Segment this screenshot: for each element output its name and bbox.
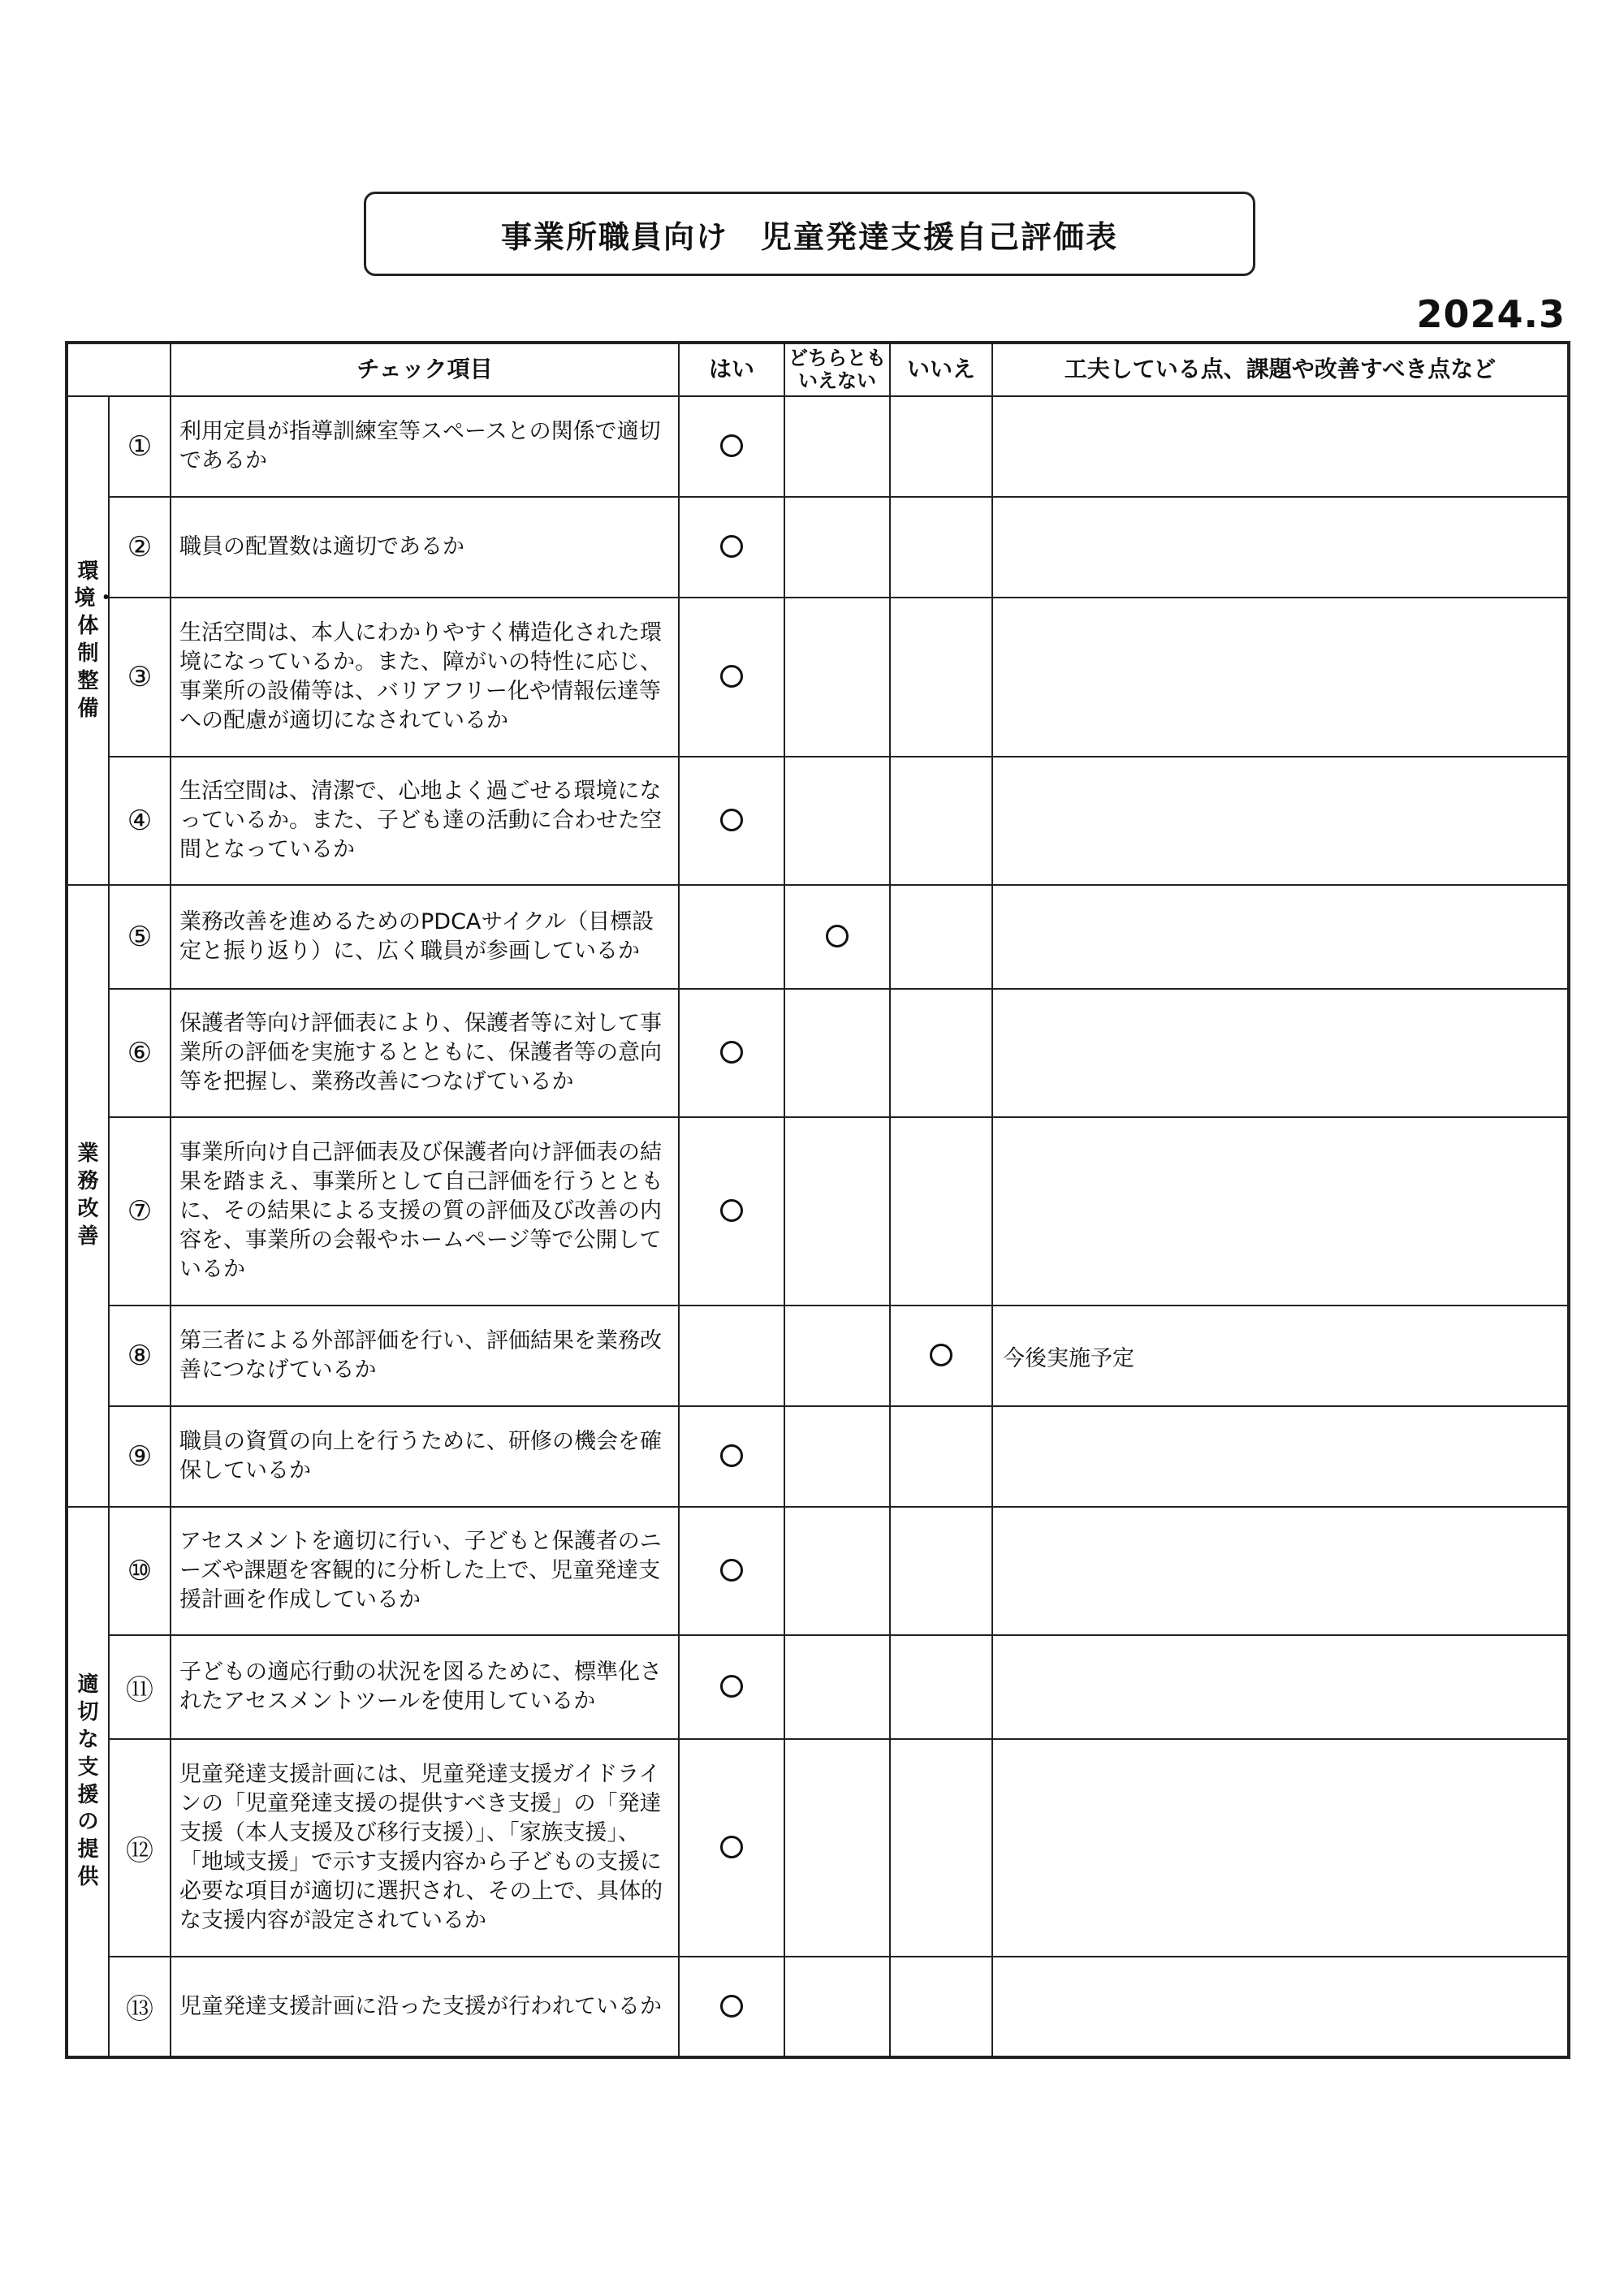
answer-yes-cell	[679, 1117, 784, 1306]
circle-mark-icon	[720, 1675, 743, 1698]
note-cell	[992, 1507, 1569, 1635]
answer-neither-cell	[784, 1739, 890, 1957]
item-number: ⑩	[109, 1507, 171, 1635]
check-item-text: 利用定員が指導訓練室等スペースとの関係で適切であるか	[171, 396, 679, 497]
answer-neither-cell	[784, 1117, 890, 1306]
answer-yes-cell	[679, 885, 784, 989]
section-label-cell	[67, 1507, 109, 2057]
answer-neither-cell	[784, 1957, 890, 2057]
item-number: ⑫	[109, 1739, 171, 1957]
item-number: ⑦	[109, 1117, 171, 1306]
check-item-text: 生活空間は、清潔で、心地よく過ごせる環境になっているか。また、子ども達の活動に合わせた空間となっているか	[171, 757, 679, 885]
table-row	[67, 1117, 1569, 1306]
note-cell	[992, 1635, 1569, 1739]
note-cell	[992, 396, 1569, 497]
answer-yes-cell	[679, 1635, 784, 1739]
answer-no-cell	[890, 1739, 992, 1957]
check-item-text: 職員の配置数は適切であるか	[171, 497, 679, 598]
header-notes: 工夫している点、課題や改善すべき点など	[992, 343, 1569, 396]
answer-yes-cell	[679, 396, 784, 497]
table-row	[67, 1507, 1569, 1635]
item-number: ⑥	[109, 989, 171, 1117]
circle-mark-icon	[720, 535, 743, 558]
circle-mark-icon	[720, 434, 743, 457]
note-cell	[992, 1117, 1569, 1306]
note-cell	[992, 757, 1569, 885]
circle-mark-icon	[720, 1995, 743, 2018]
table-row	[67, 598, 1569, 757]
header-neither: どちらとも いえない	[784, 343, 890, 396]
table-row	[67, 396, 1569, 497]
table-row	[67, 497, 1569, 598]
section-label: 適切な支援の提供	[77, 1672, 99, 1889]
table-row	[67, 757, 1569, 885]
answer-neither-cell	[784, 497, 890, 598]
check-item-text: 事業所向け自己評価表及び保護者向け評価表の結果を踏まえ、事業所として自己評価を行うとともに、その結果による支援の質の評価及び改善の内容を、事業所の会報やホームページ等で公開しているか	[171, 1117, 679, 1306]
answer-no-cell	[890, 497, 992, 598]
table-body	[67, 396, 1569, 2057]
table-row	[67, 989, 1569, 1117]
section-label: 環境・体制整備	[74, 559, 117, 721]
header-row	[67, 343, 1569, 396]
note-cell	[992, 497, 1569, 598]
answer-neither-cell	[784, 1635, 890, 1739]
answer-no-cell	[890, 1306, 992, 1406]
answer-no-cell	[890, 989, 992, 1117]
answer-neither-cell	[784, 989, 890, 1117]
table-row	[67, 1635, 1569, 1739]
check-item-text: 児童発達支援計画に沿った支援が行われているか	[171, 1957, 679, 2057]
answer-neither-cell	[784, 396, 890, 497]
note-cell	[992, 598, 1569, 757]
item-number: ⑧	[109, 1306, 171, 1406]
check-item-text: 生活空間は、本人にわかりやすく構造化された環境になっているか。また、障がいの特性に応じ、事業所の設備等は、バリアフリー化や情報伝達等への配慮が適切になされているか	[171, 598, 679, 757]
item-number: ③	[109, 598, 171, 757]
circle-mark-icon	[720, 665, 743, 688]
note-cell	[992, 1406, 1569, 1507]
header-item: チェック項目	[171, 343, 679, 396]
answer-no-cell	[890, 1406, 992, 1507]
answer-no-cell	[890, 1957, 992, 2057]
check-item-text: 業務改善を進めるためのPDCAサイクル（目標設定と振り返り）に、広く職員が参画しているか	[171, 885, 679, 989]
check-item-text: 子どもの適応行動の状況を図るために、標準化されたアセスメントツールを使用しているか	[171, 1635, 679, 1739]
circle-mark-icon	[720, 1559, 743, 1582]
answer-neither-cell	[784, 757, 890, 885]
circle-mark-icon	[720, 1444, 743, 1467]
header-yes: はい	[679, 343, 784, 396]
answer-no-cell	[890, 598, 992, 757]
answer-neither-cell	[784, 885, 890, 989]
note-cell	[992, 1957, 1569, 2057]
date-label: 2024.3	[1416, 292, 1566, 336]
note-cell	[992, 1739, 1569, 1957]
check-item-text: アセスメントを適切に行い、子どもと保護者のニーズや課題を客観的に分析した上で、児童発達支援計画を作成しているか	[171, 1507, 679, 1635]
answer-no-cell	[890, 1635, 992, 1739]
answer-no-cell	[890, 1117, 992, 1306]
header-blank	[67, 343, 171, 396]
answer-neither-cell	[784, 598, 890, 757]
answer-yes-cell	[679, 1957, 784, 2057]
answer-no-cell	[890, 757, 992, 885]
table-row	[67, 1739, 1569, 1957]
item-number: ⑬	[109, 1957, 171, 2057]
item-number: ⑤	[109, 885, 171, 989]
answer-yes-cell	[679, 1306, 784, 1406]
answer-no-cell	[890, 1507, 992, 1635]
item-number: ⑪	[109, 1635, 171, 1739]
note-cell: 今後実施予定	[992, 1306, 1569, 1406]
answer-neither-cell	[784, 1306, 890, 1406]
answer-no-cell	[890, 396, 992, 497]
note-cell	[992, 989, 1569, 1117]
section-label-cell	[67, 885, 109, 1507]
table-row	[67, 1306, 1569, 1406]
circle-mark-icon	[720, 1199, 743, 1222]
evaluation-table	[65, 341, 1570, 2059]
check-item-text: 第三者による外部評価を行い、評価結果を業務改善につなげているか	[171, 1306, 679, 1406]
answer-yes-cell	[679, 598, 784, 757]
answer-no-cell	[890, 885, 992, 989]
note-cell	[992, 885, 1569, 989]
item-number: ①	[109, 396, 171, 497]
section-label-cell	[67, 396, 117, 885]
answer-yes-cell	[679, 1507, 784, 1635]
circle-mark-icon	[930, 1344, 952, 1366]
answer-neither-cell	[784, 1507, 890, 1635]
check-item-text: 保護者等向け評価表により、保護者等に対して事業所の評価を実施するとともに、保護者等の意向等を把握し、業務改善につなげているか	[171, 989, 679, 1117]
section-label: 業務改善	[77, 1142, 99, 1249]
answer-yes-cell	[679, 989, 784, 1117]
circle-mark-icon	[826, 925, 849, 947]
answer-yes-cell	[679, 757, 784, 885]
table-row	[67, 1406, 1569, 1507]
item-number: ②	[109, 497, 171, 598]
check-item-text: 児童発達支援計画には、児童発達支援ガイドラインの「児童発達支援の提供すべき支援」の「発達支援（本人支援及び移行支援）」、「家族支援」、「地域支援」で示す支援内容から子どもの支援に必要な項目が適切に選択され、その上で、具体的な支援内容が設定されているか	[171, 1739, 679, 1957]
item-number: ④	[109, 757, 171, 885]
answer-yes-cell	[679, 1739, 784, 1957]
title-box	[364, 192, 1255, 276]
answer-neither-cell	[784, 1406, 890, 1507]
item-number: ⑨	[109, 1406, 171, 1507]
table-row	[67, 1957, 1569, 2057]
answer-yes-cell	[679, 497, 784, 598]
page-title: 事業所職員向け 児童発達支援自己評価表	[500, 218, 1118, 255]
circle-mark-icon	[720, 1836, 743, 1858]
table-row	[67, 885, 1569, 989]
header-no: いいえ	[890, 343, 992, 396]
check-item-text: 職員の資質の向上を行うために、研修の機会を確保しているか	[171, 1406, 679, 1507]
circle-mark-icon	[720, 809, 743, 831]
answer-yes-cell	[679, 1406, 784, 1507]
circle-mark-icon	[720, 1041, 743, 1064]
